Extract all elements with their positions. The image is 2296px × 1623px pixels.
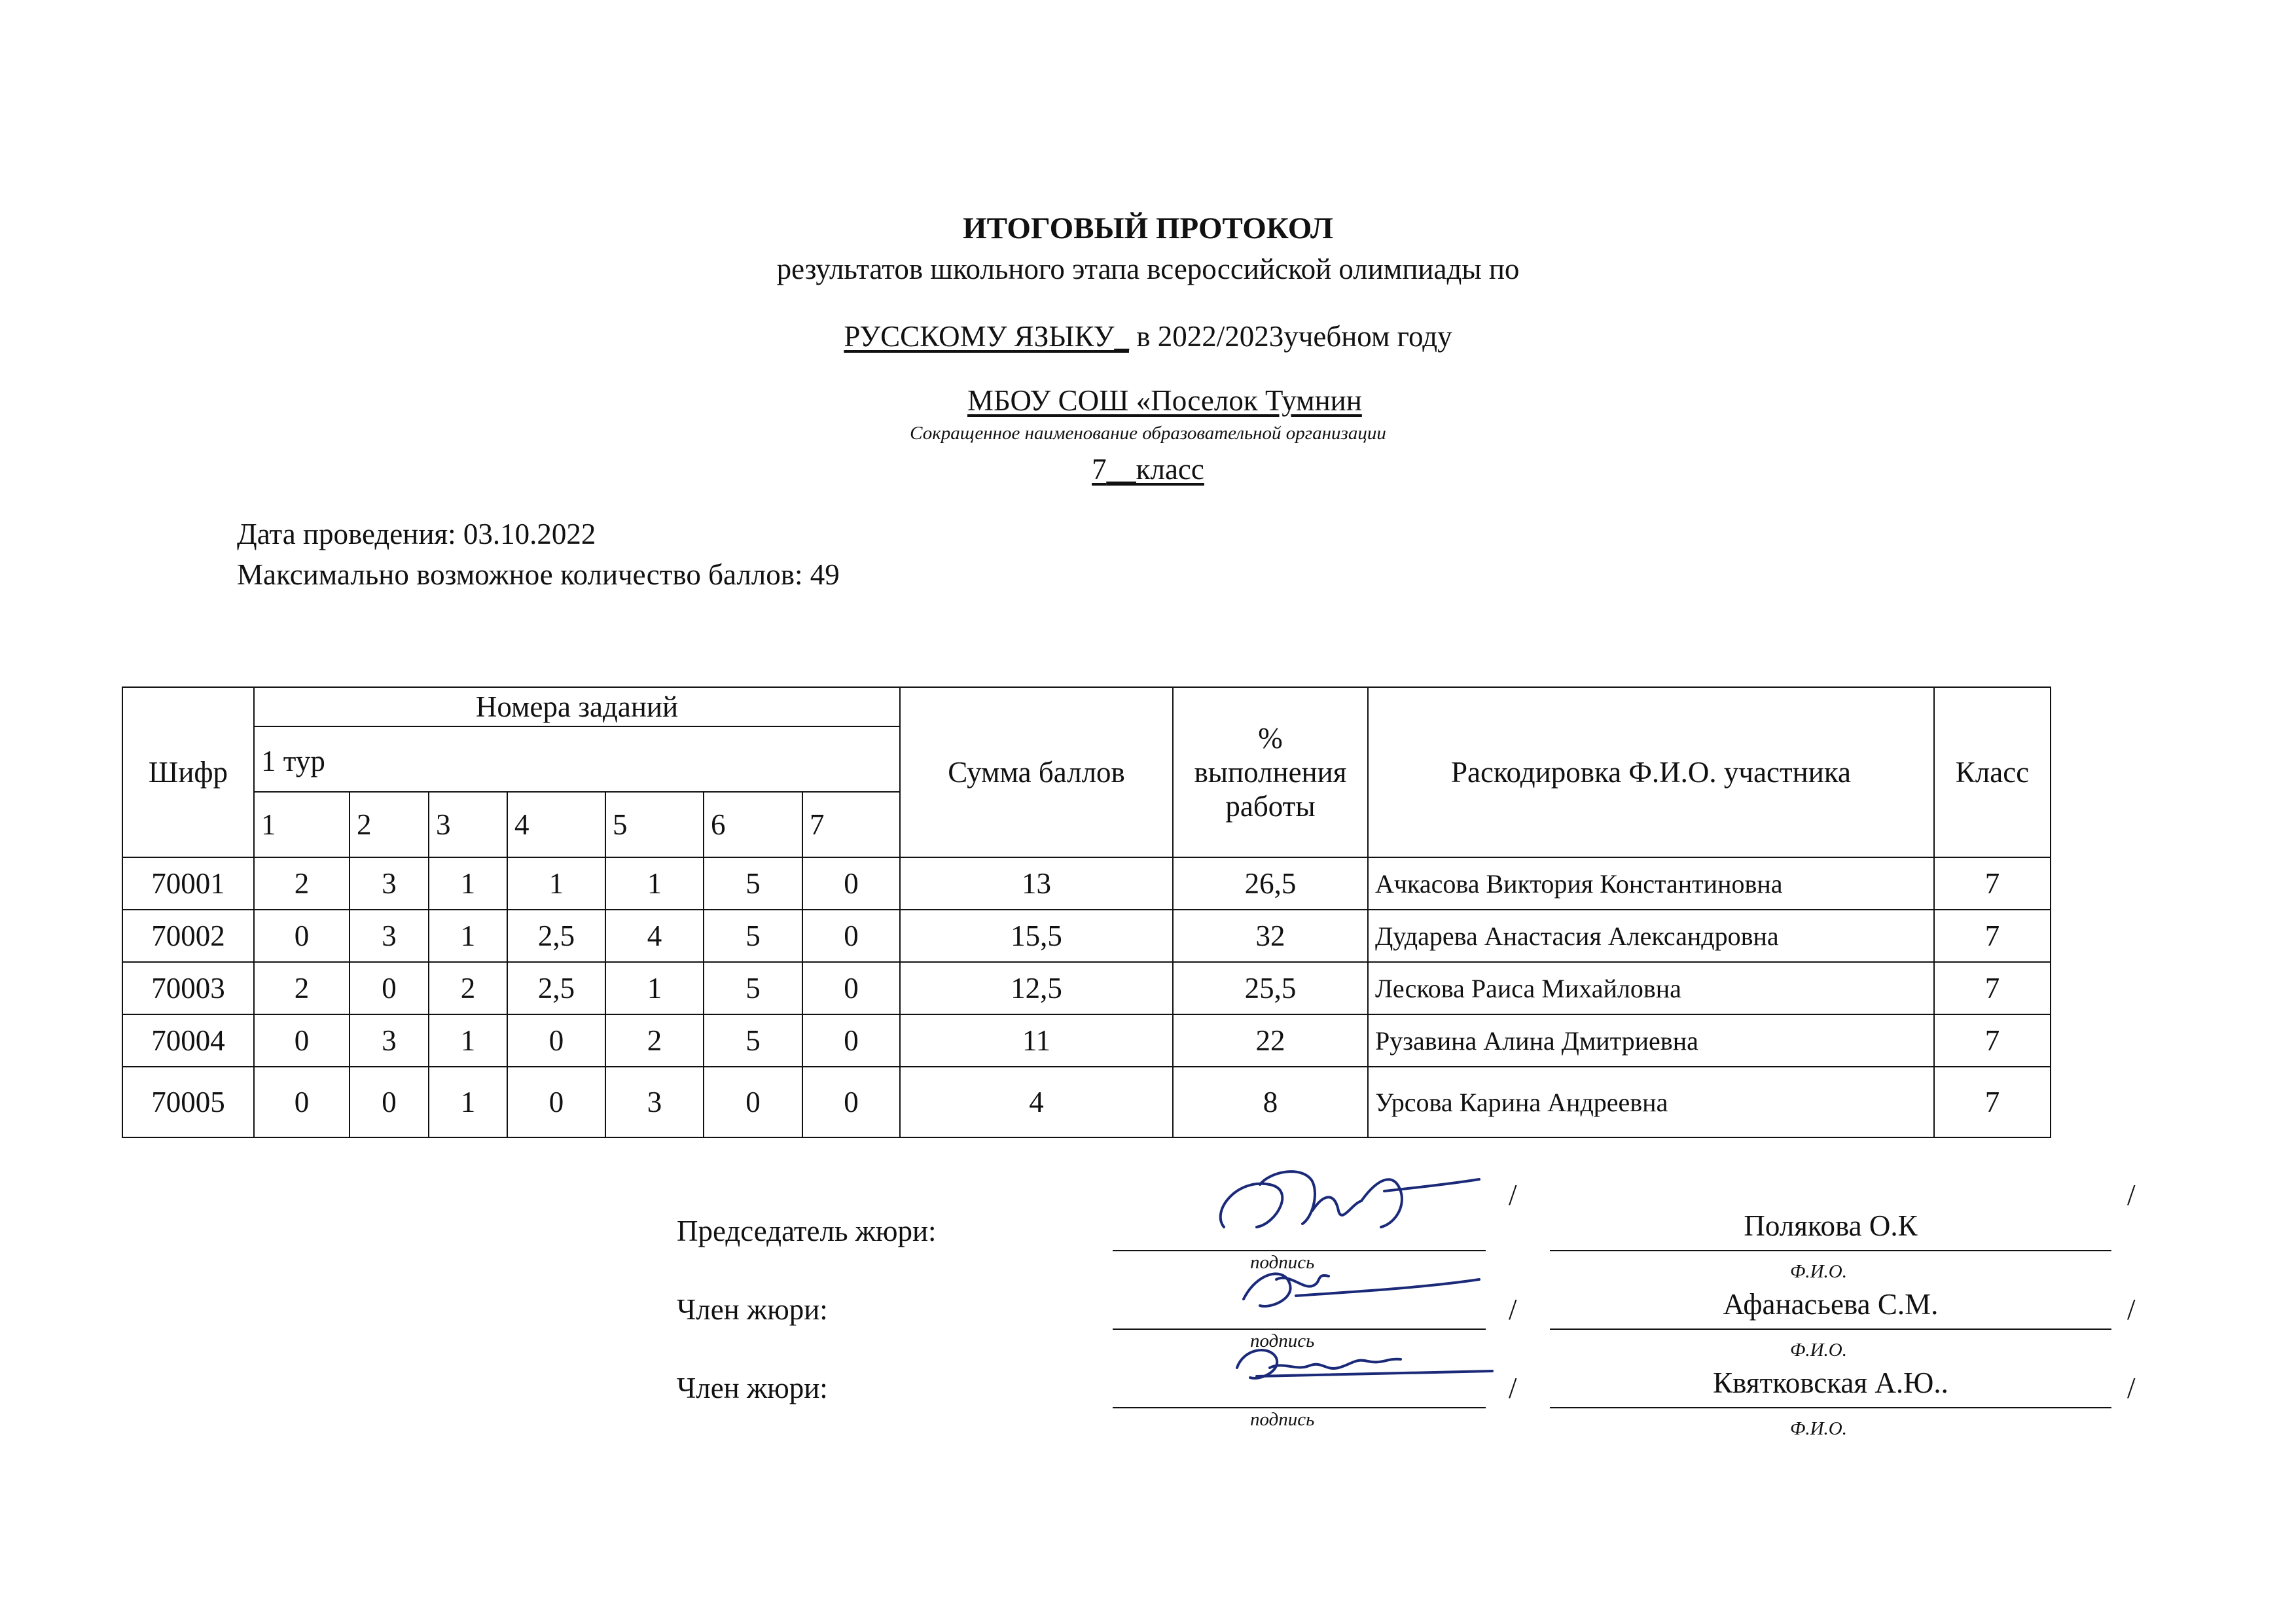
class-number: 7__класс — [1092, 453, 1204, 486]
fio-caption: Ф.И.О. — [1790, 1340, 1847, 1361]
participant-code: 70004 — [122, 1014, 254, 1067]
task-score: 0 — [802, 962, 900, 1014]
signature-caption: подпись — [1250, 1252, 1315, 1273]
task-score: 0 — [802, 1067, 900, 1137]
academic-year: в 2022/2023учебном году — [1128, 320, 1452, 353]
task-score: 3 — [350, 910, 429, 962]
completion-percent: 32 — [1173, 910, 1368, 962]
completion-percent: 22 — [1173, 1014, 1368, 1067]
participant-name: Лескова Раиса Михайловна — [1368, 962, 1934, 1014]
task-score: 0 — [254, 1014, 350, 1067]
participant-class: 7 — [1934, 1067, 2051, 1137]
task-score: 0 — [254, 1067, 350, 1137]
separator-slash: / — [1509, 1179, 1517, 1211]
task-score: 5 — [704, 910, 802, 962]
header-task: 5 — [605, 792, 704, 857]
task-score: 0 — [802, 857, 900, 910]
task-score: 2 — [605, 1014, 704, 1067]
separator-slash: / — [2127, 1372, 2136, 1404]
signature-line — [1113, 1250, 1486, 1251]
task-score: 1 — [429, 1067, 507, 1137]
participant-class: 7 — [1934, 962, 2051, 1014]
separator-slash: / — [2127, 1293, 2136, 1326]
header-task-numbers: Номера заданий — [254, 687, 900, 726]
fio-caption: Ф.И.О. — [1790, 1261, 1847, 1282]
header-sum: Сумма баллов — [900, 687, 1173, 857]
header-percent: % выполнения работы — [1173, 687, 1368, 857]
participant-class: 7 — [1934, 1014, 2051, 1067]
task-score: 2,5 — [507, 910, 605, 962]
jury-member-name: Полякова О.К — [1744, 1209, 1918, 1242]
task-score: 0 — [802, 1014, 900, 1067]
separator-slash: / — [2127, 1179, 2136, 1211]
task-score: 0 — [350, 962, 429, 1014]
task-score: 0 — [704, 1067, 802, 1137]
header-code: Шифр — [122, 687, 254, 857]
header-task: 7 — [802, 792, 900, 857]
fio-line — [1550, 1407, 2111, 1408]
participant-code: 70003 — [122, 962, 254, 1014]
participant-name: Дударева Анастасия Александровна — [1368, 910, 1934, 962]
organization-name: МБОУ СОШ «Поселок Тумнин — [967, 384, 1362, 417]
max-score: Максимально возможное количество баллов: 49 — [237, 558, 840, 591]
task-score: 4 — [605, 910, 704, 962]
task-score: 5 — [704, 857, 802, 910]
signature-image — [1198, 1332, 1512, 1417]
participant-code: 70001 — [122, 857, 254, 910]
participant-code: 70002 — [122, 910, 254, 962]
signature-image — [1198, 1253, 1512, 1338]
task-score: 0 — [507, 1067, 605, 1137]
task-score: 0 — [254, 910, 350, 962]
fio-caption: Ф.И.О. — [1790, 1418, 1847, 1439]
results-table — [122, 687, 2051, 1138]
event-date: Дата проведения: 03.10.2022 — [237, 518, 596, 550]
task-score: 1 — [605, 857, 704, 910]
task-score: 2 — [429, 962, 507, 1014]
signature-caption: подпись — [1250, 1409, 1315, 1430]
class-line — [0, 452, 2296, 486]
task-score: 5 — [704, 1014, 802, 1067]
fio-line — [1550, 1250, 2111, 1251]
header-decoding: Раскодировка Ф.И.О. участника — [1368, 687, 1934, 857]
task-score: 1 — [605, 962, 704, 1014]
participant-name: Ачкасова Виктория Константиновна — [1368, 857, 1934, 910]
signature-caption: подпись — [1250, 1330, 1315, 1351]
signature-image — [1198, 1165, 1512, 1250]
header-task: 2 — [350, 792, 429, 857]
separator-slash: / — [1509, 1293, 1517, 1326]
protocol-title: ИТОГОВЫЙ ПРОТОКОЛ — [963, 211, 1333, 245]
subject-line — [0, 319, 2296, 353]
task-score: 1 — [429, 1014, 507, 1067]
subject-name: РУССКОМУ ЯЗЫКУ_ — [844, 320, 1129, 353]
header-round: 1 тур — [254, 726, 900, 792]
score-sum: 13 — [900, 857, 1173, 910]
protocol-subtitle: результатов школьного этапа всероссийской олимпиады по — [776, 253, 1520, 285]
task-score: 0 — [802, 910, 900, 962]
participant-name: Урсова Карина Андреевна — [1368, 1067, 1934, 1137]
completion-percent: 25,5 — [1173, 962, 1368, 1014]
separator-slash: / — [1509, 1372, 1517, 1404]
jury-role: Член жюри: — [677, 1293, 828, 1326]
task-score: 0 — [350, 1067, 429, 1137]
task-score: 3 — [350, 857, 429, 910]
task-score: 3 — [350, 1014, 429, 1067]
participant-class: 7 — [1934, 910, 2051, 962]
table-row — [122, 1067, 2051, 1137]
header-task: 4 — [507, 792, 605, 857]
table-row — [122, 910, 2051, 962]
table-row — [122, 857, 2051, 910]
task-score: 2 — [254, 857, 350, 910]
jury-role: Член жюри: — [677, 1372, 828, 1404]
table-row — [122, 1014, 2051, 1067]
task-score: 1 — [429, 910, 507, 962]
score-sum: 12,5 — [900, 962, 1173, 1014]
table-row — [122, 962, 2051, 1014]
participant-class: 7 — [1934, 857, 2051, 910]
task-score: 3 — [605, 1067, 704, 1137]
task-score: 1 — [429, 857, 507, 910]
score-sum: 15,5 — [900, 910, 1173, 962]
task-score: 1 — [507, 857, 605, 910]
task-score: 5 — [704, 962, 802, 1014]
jury-member-name: Афанасьева С.М. — [1723, 1288, 1939, 1321]
organization-caption: Сокращенное наименование образовательной организации — [910, 423, 1386, 444]
task-score: 0 — [507, 1014, 605, 1067]
task-score: 2 — [254, 962, 350, 1014]
jury-role: Председатель жюри: — [677, 1215, 937, 1247]
completion-percent: 8 — [1173, 1067, 1368, 1137]
completion-percent: 26,5 — [1173, 857, 1368, 910]
header-task: 1 — [254, 792, 350, 857]
header-task: 3 — [429, 792, 507, 857]
participant-name: Рузавина Алина Дмитриевна — [1368, 1014, 1934, 1067]
task-score: 2,5 — [507, 962, 605, 1014]
participant-code: 70005 — [122, 1067, 254, 1137]
header-class: Класс — [1934, 687, 2051, 857]
header-task: 6 — [704, 792, 802, 857]
score-sum: 11 — [900, 1014, 1173, 1067]
score-sum: 4 — [900, 1067, 1173, 1137]
fio-line — [1550, 1329, 2111, 1330]
jury-member-name: Квятковская А.Ю.. — [1713, 1366, 1948, 1399]
